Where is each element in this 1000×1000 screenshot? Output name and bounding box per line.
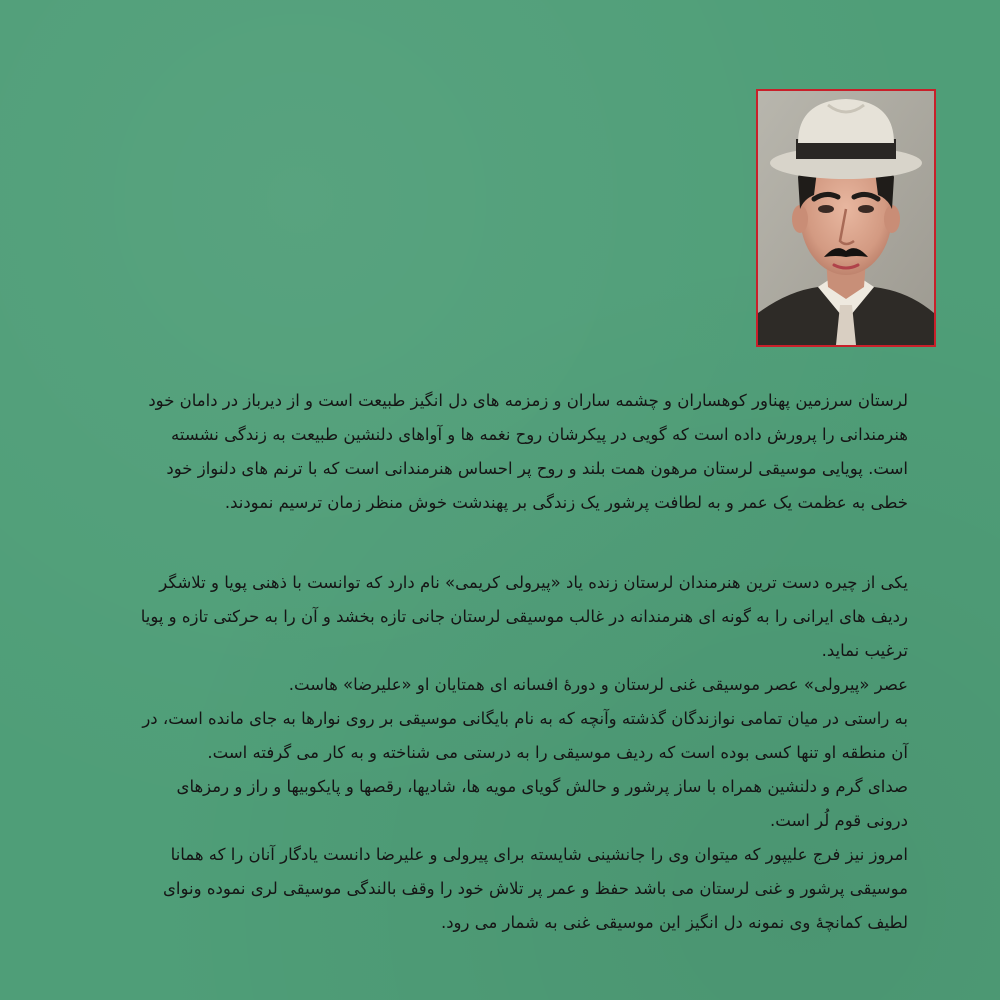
paragraph-2-line: موسیقی پرشور و غنی لرستان می باشد حفظ و عمر پر تلاش خود را وقف بالندگی موسیقی لری نموده ونوای (163, 879, 908, 898)
paragraph-2-line: عصر «پیرولی» عصر موسیقی غنی لرستان و دورهٔ افسانه ای همتایان او «علیرضا» هاست. (288, 675, 908, 694)
paragraph-1-line: است. پویایی موسیقی لرستان مرهون همت بلند و روح پر احساس هنرمندانی است که با ترنم های دلنواز خود (166, 459, 908, 478)
paragraph-1-line: لرستان سرزمین پهناور کوهساران و چشمه ساران و زمزمه های دل انگیز طبیعت است و از دیرباز در دامان خود (148, 391, 908, 410)
paragraph-2-line: ردیف های ایرانی را به گونه ای هنرمندانه در غالب موسیقی لرستان جانی تازه بخشد و آن را به حرکتی تازه و پویا (140, 607, 908, 626)
paragraph-2 (96, 566, 908, 940)
paragraph-2-line: صدای گرم و دلنشین همراه با ساز پرشور و حالش گویای مویه ها، شادیها، رقصها و پایکوبیها و راز و رمزهای (176, 777, 908, 796)
paragraph-2-line: ترغیب نماید. (821, 641, 908, 660)
paragraph-2-line: لطیف کمانچهٔ وی نمونه دل انگیز این موسیقی غنی به شمار می رود. (440, 913, 908, 932)
paragraph-2-line: به راستی در میان تمامی نوازندگان گذشته وآنچه که به نام بایگانی موسیقی بر روی نوارها به جای مانده است، در (142, 709, 908, 728)
paragraph-2-line: درونی قوم لُر است. (770, 811, 908, 830)
paragraph-1-line: خطی به عظمت یک عمر و به لطافت پرشور یک زندگی بر پهندشت خوش منظر زمان ترسیم نمودند. (224, 493, 908, 512)
portrait-photo-icon (758, 91, 934, 345)
paragraph-2-line: آن منطقه او تنها کسی بوده است که ردیف موسیقی را به درستی می شناخته و به کار می گرفته است. (207, 743, 908, 762)
paragraph-1 (96, 384, 908, 520)
paragraph-2-line: یکی از چیره دست ترین هنرمندان لرستان زنده یاد «پیرولی کریمی» نام دارد که توانست با ذهنی پویا و تلاشگر (159, 573, 908, 592)
paragraph-1-line: هنرمندانی را پرورش داده است که گویی در پیکرشان روح نغمه ها و آواهای دلنشین طبیعت به زندگی نشسته (171, 425, 908, 444)
portrait-frame (756, 89, 936, 347)
paragraph-2-line: امروز نیز فرج علیپور که میتوان وی را جانشینی شایسته برای پیرولی و علیرضا دانست یادگار آنان را که همانا (170, 845, 908, 864)
